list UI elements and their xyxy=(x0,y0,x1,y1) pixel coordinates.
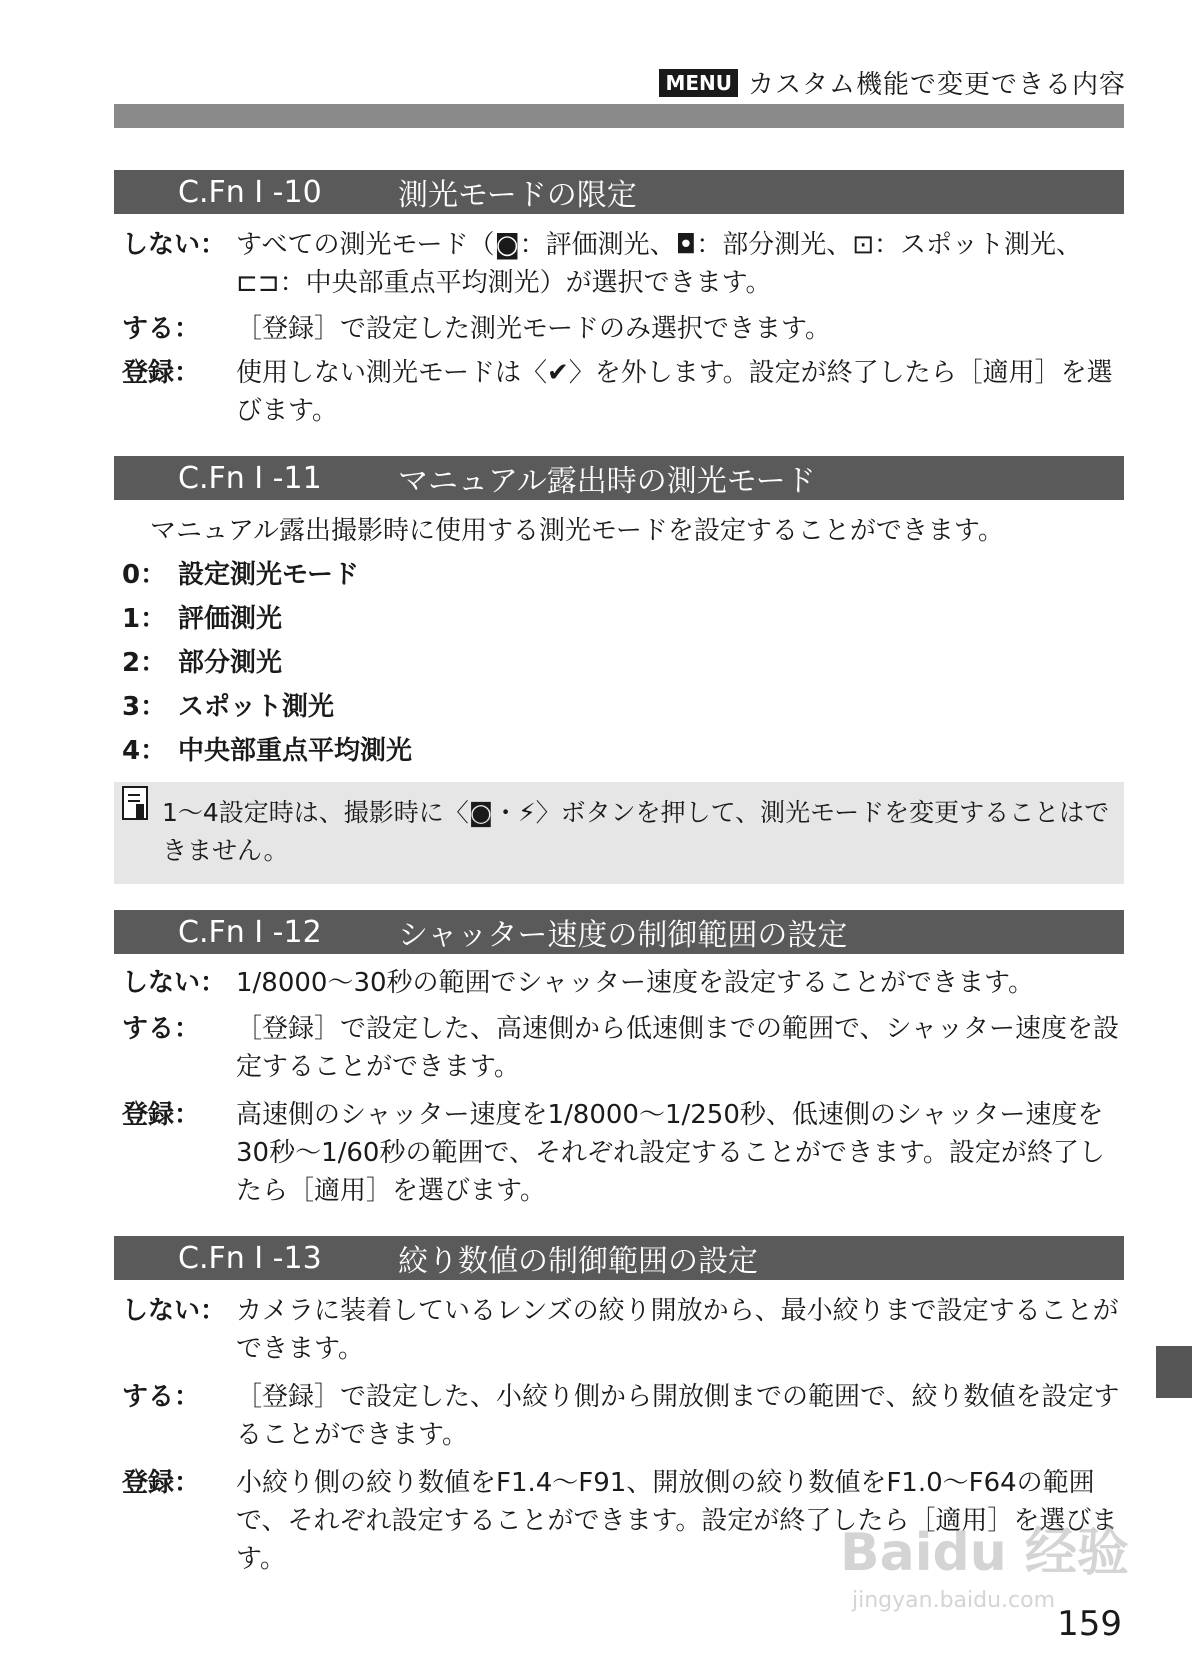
row-label: 登録： xyxy=(122,1100,201,1130)
option-number: 0： xyxy=(122,560,167,590)
section-heading-10 xyxy=(114,170,1124,214)
note-text: 1〜4設定時は、撮影時に〈◙・⚡〉ボタンを押して、測光モードを変更することはできません。 xyxy=(162,798,1110,865)
option-number: 2： xyxy=(122,648,167,678)
option-row xyxy=(122,1096,1122,1210)
memo-icon xyxy=(122,786,148,820)
header-rule xyxy=(114,104,1124,128)
option-row xyxy=(122,310,1122,348)
option-text: 部分測光 xyxy=(178,648,283,678)
row-text: 使用しない測光モードは〈✔〉を外します。設定が終了したら［適用］を選びます。 xyxy=(236,358,1113,426)
option-text: スポット測光 xyxy=(178,692,335,722)
row-text: 1/8000〜30秒の範囲でシャッター速度を設定することができます。 xyxy=(236,968,1034,998)
option-number: 1： xyxy=(122,604,167,634)
section-code: C.Fn I -11 xyxy=(178,460,322,496)
option-item xyxy=(122,600,282,638)
row-text: 小絞り側の絞り数値をF1.4〜F91、開放側の絞り数値をF1.0〜F64の範囲で、それぞれ設定することができます。設定が終了したら［適用］を選びます。 xyxy=(236,1468,1118,1574)
row-label: しない： xyxy=(122,230,227,260)
page-header xyxy=(659,64,1126,101)
menu-badge: MENU xyxy=(659,69,738,97)
section-code: C.Fn I -12 xyxy=(178,914,322,950)
row-text: ［登録］で設定した測光モードのみ選択できます。 xyxy=(236,314,831,344)
option-row xyxy=(122,1378,1122,1454)
option-text: 評価測光 xyxy=(178,604,283,634)
section-intro: マニュアル露出撮影時に使用する測光モードを設定することができます。 xyxy=(150,516,1004,546)
option-row xyxy=(122,964,1122,1002)
section-heading-12 xyxy=(114,910,1124,954)
section-heading-13 xyxy=(114,1236,1124,1280)
row-text: 高速側のシャッター速度を1/8000〜1/250秒、低速側のシャッター速度を30秒〜1/60秒の範囲で、それぞれ設定することができます。設定が終了したら［適用］を選びます。 xyxy=(236,1100,1105,1206)
header-title: カスタム機能で変更できる内容 xyxy=(747,70,1126,100)
option-item xyxy=(122,688,334,726)
row-text: ［登録］で設定した、小絞り側から開放側までの範囲で、絞り数値を設定することができます。 xyxy=(236,1382,1120,1450)
chapter-tab xyxy=(1156,1346,1192,1398)
option-item xyxy=(122,732,412,770)
row-label: する： xyxy=(122,1014,201,1044)
watermark-url: jingyan.baidu.com xyxy=(852,1588,1056,1613)
section-title: 絞り数値の制御範囲の設定 xyxy=(398,1244,758,1279)
row-text: ［登録］で設定した、高速側から低速側までの範囲で、シャッター速度を設定することができます。 xyxy=(236,1014,1119,1082)
row-text: カメラに装着しているレンズの絞り開放から、最小絞りまで設定することができます。 xyxy=(236,1296,1119,1364)
section-code: C.Fn I -10 xyxy=(178,174,322,210)
section-code: C.Fn I -13 xyxy=(178,1240,322,1276)
row-text: すべての測光モード（◙：評価測光、◘：部分測光、⊡：スポット測光、⊏⊐：中央部重点平均測光）が選択できます。 xyxy=(236,230,1083,298)
option-number: 4： xyxy=(122,736,167,766)
option-text: 設定測光モード xyxy=(178,560,359,590)
option-row xyxy=(122,1010,1122,1086)
watermark-logo: Baidu 经验 xyxy=(840,1523,1129,1583)
option-text: 中央部重点平均測光 xyxy=(178,736,413,766)
row-label: する： xyxy=(122,1382,201,1412)
row-label: しない： xyxy=(122,1296,227,1326)
section-title: マニュアル露出時の測光モード xyxy=(398,464,816,499)
row-label: する： xyxy=(122,314,201,344)
option-number: 3： xyxy=(122,692,167,722)
option-row xyxy=(122,354,1122,430)
section-title: 測光モードの限定 xyxy=(398,178,637,213)
note-box xyxy=(114,782,1124,884)
row-label: 登録： xyxy=(122,358,201,388)
section-title: シャッター速度の制御範囲の設定 xyxy=(398,918,848,953)
page-number: 159 xyxy=(1057,1604,1122,1644)
row-label: しない： xyxy=(122,968,227,998)
option-item xyxy=(122,556,359,594)
option-item xyxy=(122,644,282,682)
option-row xyxy=(122,226,1122,302)
row-label: 登録： xyxy=(122,1468,201,1498)
option-row xyxy=(122,1292,1122,1368)
section-heading-11 xyxy=(114,456,1124,500)
